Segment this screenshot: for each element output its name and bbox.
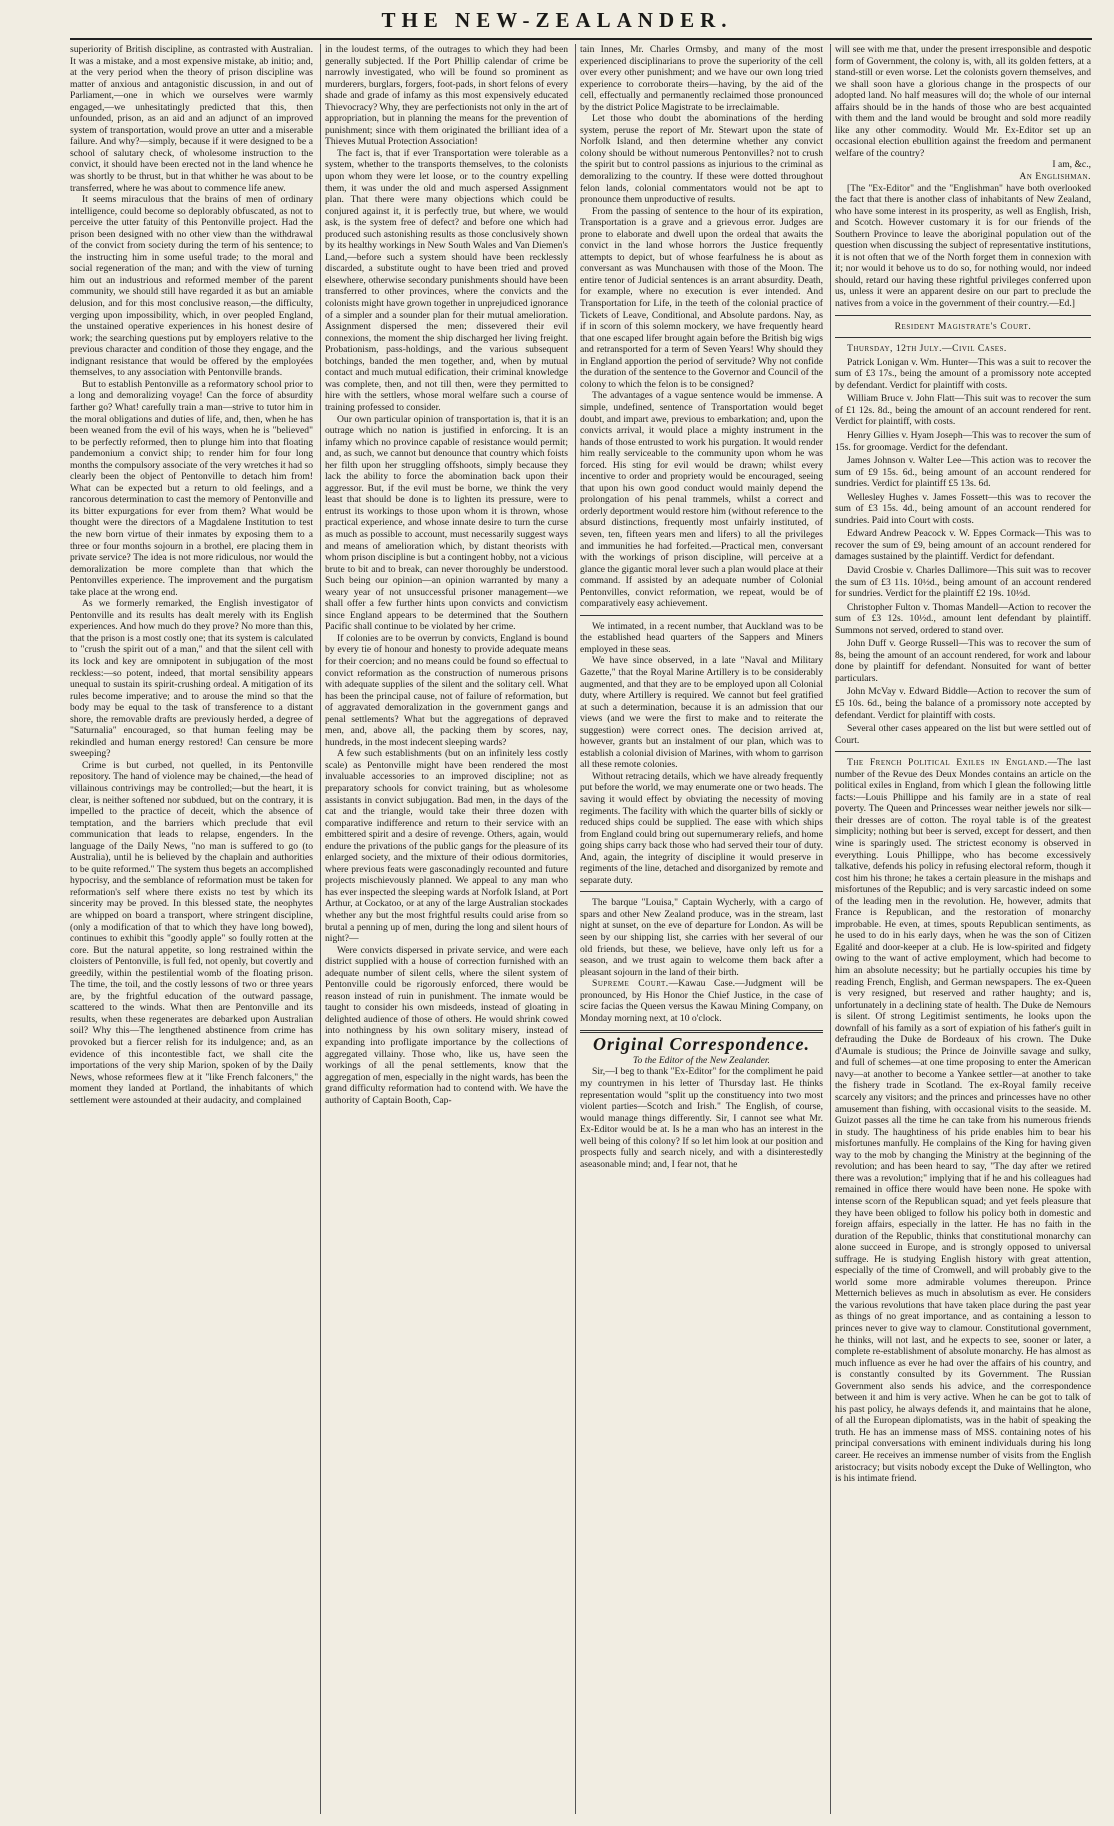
court-case: David Crosbie v. Charles Dallimore—This suit was to recover the sum of £3 11s. 10½d., being amount of an account rendered for sundries. Verdict for the plaintiff £2 19s. 10½d. — [835, 564, 1091, 600]
column-1 — [70, 44, 313, 1814]
court-case: Christopher Fulton v. Thomas Mandell—Action to recover the sum of £3 12s. 10½d., amount lent defendant by plaintiff. Summons not served, ordered to stand over. — [835, 601, 1091, 636]
court-case: Henry Gillies v. Hyam Joseph—This was to recover the sum of 15s. for groomage. Verdict for the defendant. — [835, 429, 1091, 453]
column-divider — [320, 44, 321, 1814]
column-3 — [580, 44, 823, 1814]
court-case: John Duff v. George Russell—This was to recover the sum of 8s, being the amount of an account rendered, for work and labour done by plaintiff for defendant. Nonsuited for want of better particulars. — [835, 638, 1091, 684]
section-heading: Resident Magistrate's Court. — [894, 320, 1032, 332]
article-heading: The French Political Exiles in England. — [847, 757, 1048, 769]
paragraph: We intimated, in a recent number, that Auckland was to be the established head quarters of the Sappers and Miners employed in these seas. — [580, 620, 823, 655]
section-title: Original Correspondence. — [592, 1034, 811, 1055]
court-case: James Johnson v. Walter Lee—This action was to recover the sum of £9 15s. 6d., being amount of an account rendered for sundries. Verdict for plaintiff £5 13s. 6d. — [835, 455, 1091, 490]
paragraph: will see with me that, under the present irresponsible and despotic form of Government, the colony is, with, all its golden fetters, at a stand-still or even worse. Let the colonists govern themselves, and we shall soon have a glorious change in the prospects of our adopted land. No half measures will do; the whole of our internal affairs should be in the hands of those who are best acquainted with them and the land would be brought and sold more readily like any other commodity. Would Mr. Ex-Editor set up an occasional election ebullition against the freedom and permanent welfare of the country? — [835, 44, 1091, 159]
article-text: —The last number of the Revue des Deux Mondes contains an article on the political exiles in England, from which I glean the following little facts:—Louis Phillippe and his family are in a state of real poverty. The Queen and Princesses wear neither jewels nor silk—their dresses are of cotton. The royal table is of the greatest simplicity; nothing but beer is served, except for dessert, and then wine is sparingly used. The strictest economy is observed in everything. Louis Phillippe, who has become excessively talkative, defends his policy in refusing electoral reform, though it cost him his throne; he takes a certain pleasure in the mishaps and misfortunes of the Republic; and is very sarcastic indeed on some of the leading men in the revolution. He, however, admits that France is Republican, and the restoration of monarchy improbable. He even, at times, spouts Republican sentiments, as he used to do in his early days, when he was the son of Citizen Egalité and door-keeper at a club. He is low-spirited and fidgety owing to the want of active employment, which had become to him an absolute necessity; but he partially occupies his time by reading French, English, and German newspapers. The ex-Queen is very resigned, but reserved and rather haughty; and is, unfortunately in a declining state of health. The Duke de Nemours is silent. Of strong Legitimist sentiments, he looks upon the downfall of his family as a sort of expiation of his father's guilt in defrauding the Duke de Bordeaux of his crown. The Duke d'Aumale is studious; the Prince de Joinville savage and sulky, and full of schemes—at one time proposing to enter the American navy—at another to become a Yankee settler—at another to take the fishery trade in Scotland. The ex-Royal family receive scarcely any visitors; and the princes and princesses have no other amusement than fishing, with occasional visits to the seaside. M. Guizot passes all the time he can take from his numerous friends in study. The haughtiness of his pride enables him to bear his misfortunes manfully. He complains of the King for having given way to the mob by changing the Ministry at the beginning of the revolution; and has been heard to say, "The day after we retired there was a revolution;" implying that if he and his colleagues had remained in office there would have been none. He spoke with intense scorn of the Republican squad; and yet feels pleasure that they have been obliged to follow his policy both in domestic and foreign affairs, especially in the latter. He has no faith in the duration of the Republic, thinks that constitutional monarchy can alone succeed in Europe, and is strongly opposed to universal suffrage. He is studying English history with great attention, especially of the time of Cromwell, and will probably give to the world some more admirable volumes thereupon. Prince Metternich believes as much in absolutism as ever. He considers the various revolutions that have taken place during the past year as things of no great importance, and as containing a lesson to princes never to give way to clamour. Constitutional government, he thinks, will not last, and he expects to see, sooner or later, a complete re-establishment of absolute monarchy. He has almost as much influence as ever he had over the affairs of his country, and is constantly consulted by its Government. The Russian Government also sends his advice, and the correspondence between it and him is very active. When he can be got to talk of his past policy, he always defends it, and maintains that he alone, of all the European diplomatists, was in the habit of speaking the truth. He has an immense mass of MSS. containing notes of his principal conversations with eminent individuals during his long career. He receives an immense number of visits from the English aristocracy; but visits nobody except the Duke of Wellington, who is his intimate friend. — [835, 757, 1091, 1485]
court-case: Patrick Lonigan v. Wm. Hunter—This was a suit to recover the sum of £3 17s., being the amount of a promissory note accepted by defendant. Verdict for plaintiff with costs. — [835, 356, 1091, 391]
court-notice: —Kawau Case.—Judgment will be pronounced, by His Honor the Chief Justice, in the case of scire facias the Queen versus the Kawau Mining Company, on Monday morning next, at 10 o'clock. — [580, 978, 823, 1024]
paragraph: The fact is, that if ever Transportation were tolerable as a system, whether to the transports themselves, to the colonists upon whom they were let loose, or to the country expelling them, it was under the old and much aspersed Assignment plan. That there were many objections which could be conjured against it, it is perfectly true, but where, we would ask, is the system free of defect? and before one which had produced such astonishing results as those conclusively shown by its healthy workings in New South Wales and Van Diemen's Land,—before such a system should have been recklessly discarded, a substitute ought to have been tried and proved elsewhere, otherwise secondary punishments should have been transferred to other provinces, where the convicts and the colonists might have grown together in unprejudiced ignorance of a simpler and a sounder plan for their mutual amelioration. Assignment dispersed the men; dissevered their evil connexions, the moment the ship discharged her living freight. Probationism, pass-holdings, and the various subsequent botchings, banded the men together, and, when by mutual contact and much mutual edification, their criminal knowledge was complete, then, and not till then, were they permitted to hire with the settlers, whose moral welfare such a course of training professed to consider. — [325, 147, 568, 413]
paragraph: Crime is but curbed, not quelled, in its Pentonville repository. The hand of violence may be chained,—the head of villainous contrivings may be controlled;—but the heart, it is clear, is neither softened nor subdued, but on the contrary, it is impelled to the practice of deceit, which the absence of temptation, and the barriers which preclude that evil communication that leads to relapse, engenders. In the language of the Daily News, "no man is suffered to go (to Australia), until he is believed by the chaplain and authorities to be quite reformed." The system thus begets an accomplished hypocrisy, and the semblance of reformation must be taken for reformation's self where there exists no test by which its sincerity may be proved. In this blessed state, the neophytes are whipped on board a transport, where stringent discipline, (only a modification of that to which they have long bowed), continues to exhibit this "goodly apple" so foully rotten at the core. But the natural appetite, so long restrained within the cloisters of Pentonville, is full fed, not openly, but covertly and greedily, within the pestilential womb of the floating prison. The time, the toil, and the costly lessons of two or three years are, by the frightful education of the outward passage, scattered to the winds. What then are Pentonville and its results, when these regenerates are debarked upon Australian soil? Why this—The lengthened abstinence from crime has provoked but a fiercer relish for its indulgence; and, as an evidence of this incontestible fact, we shall cite the importations of the very ship Marion, spoken of by the Daily News, whose reformees flew at it "like French falconers," the moment they landed at Portland, the inhabitants of which settlement were astounded at their audacity, and complained — [70, 759, 313, 1106]
paragraph: The barque "Louisa," Captain Wycherly, with a cargo of spars and other New Zealand produce, was in the stream, last night at sunset, on the eve of departure for London. As will be seen by our shipping list, she carries with her several of our old friends, but these, we believe, have only left us for a season, and we trust again to welcome them back after a pleasant sojourn in the land of their birth. — [580, 897, 823, 978]
salutation: To the Editor of the New Zealander. — [633, 1054, 770, 1066]
paragraph — [580, 978, 823, 1024]
court-case: Several other cases appeared on the list but were settled out of Court. — [835, 723, 1091, 746]
paragraph: tain Innes, Mr. Charles Ormsby, and many of the most experienced disciplinarians to prove the superiority of the cell over every other punishment; and we have our own long tried experience to corroborate theirs—having, by the aid of the cell, effectually and permanently reclaimed those pronounced by the district Police Magistrate to be irreclaimable. — [580, 44, 823, 113]
paragraph: As we formerly remarked, the English investigator of Pentonville and its results has dealt merely with its English experiences. And how much do they prove? No more than this, that the prison is a most costly one; that its system is calculated to "crush the spirit out of a man," and that the silent cell with its lock and key are omnipotent in subjugation of the most reckless:—so potent, indeed, that mortal sensibility appears unequal to sustain its spirit-crushing ordeal. A mitigation of its rules become imperative; and to arouse the mind so that the body may be equal to the task of transference to a distant shore, the removable drafts are previously herded, a degree of "Saturnalia" encouraged, so that human feeling may be rekindled and human energy restored! Can censure be more sweeping? — [70, 598, 313, 760]
paragraph: Without retracing details, which we have already frequently put before the world, we may enumerate one or two heads. The saving it would effect by obviating the necessity of moving regiments. The facility with which the quarter bills of sickly or reduced ships could be supplied. The ease with which ships from England could bring out supernumerary reliefs, and home going ships carry back those who had served their tour of duty. And, again, the integrity of discipline it would preserve in regiments of the line, detached and disorganized by remote and separate duty. — [580, 770, 823, 886]
article-separator — [580, 615, 823, 616]
paragraph: From the passing of sentence to the hour of its expiration, Transportation is a grave and a grievous error. Judges are prone to elaborate and dwell upon the ordeal that awaits the convict in the land whose horrors the Justice frequently attempts to depict, but of whose fearfulness he is about as conversant as was Munchausen with those of the Moon. The entire tenor of Judicial sentences is an arrant absurdity. Death, for example, where no execution is ever intended. And Transportation for Life, in the teeth of the colonial practice of Tickets of Leave, Conditional, and Absolute pardons. Nay, as if in scorn of this solemn mockery, we have frequently heard that one escaped lifer brought again before the British big wigs and retransported for a term of Seven Years! Why should they in England apportion the period of servitude? Why not confide the duration of the sentence to the Governor and Council of the colony to which the felon is to be consigned? — [580, 205, 823, 390]
paragraph: We have since observed, in a late "Naval and Military Gazette," that the Royal Marine Artillery is to be considerably augmented, and that they are to be employed upon all Colonial duty, where Artillery is required. We cannot but feel gratified at such a determination, because it is an admission that our views (and we were the first to make and to reiterate the suggestion) were correct ones. The decision arrived at, however, grants but an instalment of our plan, which was to establish a colonial division of Marines, with whom to garrison all these remote colonies. — [580, 655, 823, 771]
paragraph: A few such establishments (but on an infinitely less costly scale) as Pentonville might have been rendered the most invaluable accessories to an improved discipline; not as preparatory schools for convict training, but as wholesome assistants in convict subjugation. Bad men, in the days of the cat and the triangle, would take their three dozen with comparative indifference and return to their service with an embittered spirit and a desire of revenge. Others, again, would endure the privations of the public gangs for the pleasure of its enlarged society, and the mixture of their odious dormitories, where previous feats were gasconadingly recounted and future projects mischievously planned. We appeal to any man who has ever inspected the sleeping wards at Norfolk Island, at Port Arthur, at Cockatoo, or at any of the large Australian stockades whether any but the most frightful results could arise from so brutal a penning up of men, during the long and silent hours of night?— — [325, 748, 568, 945]
signature-name: An Englishman. — [1019, 171, 1091, 183]
court-case: John McVay v. Edward Biddle—Action to recover the sum of £5 10s. 6d., being the balance of a promissory note accepted by defendant. Verdict for plaintiff with costs. — [835, 686, 1091, 721]
court-heading: Supreme Court. — [592, 978, 669, 990]
paragraph: It seems miraculous that the brains of men of ordinary intelligence, could become so deplorably obfuscated, as not to perceive the utter fatuity of this Pentonville project. Had the prison been designed with no other view than the withdrawal of the convict from society during the term of his sentence; to the instructing him in some useful trade; to the moral and social regeneration of the man; and with the view of turning him out an industrious and reformed member of the parent community, we should still have regarded it as but an amiable delusion, and for this most conclusive reason,—the difficulty, verging upon impossibility, which, in over peopled England, the unstained operative experiences in his honest desire of work; the searching questions put by employers relative to the previous character and condition of those they engage, and the indignant resistance that would be offered by the employées themselves, to any association with Pentonville brands. — [70, 194, 313, 379]
paragraph — [835, 757, 1091, 1484]
column-2 — [325, 44, 568, 1814]
article-separator — [835, 315, 1091, 316]
signature-line: I am, &c., — [1052, 159, 1091, 171]
paragraph: The advantages of a vague sentence would be immense. A simple, undefined, sentence of Transportation would beget doubt, and impart awe, previous to embarkation; and, upon the convicts arrival, it would place a mighty instrument in the hands of those entrusted to work his purgation. It would render him really serviceable to the community upon whom he was forced. His sting for evil would be drawn; whilst every incentive to order and propriety would be encouraged, seeing that upon his own good conduct would mainly depend the prolongation of his penal trammels, whilst a correct and orderly deportment would restore him (without reference to the absurd distinctions, frequently most unfairly instituted, of seven, ten, fifteen years men and lifers) to all the privileges and immunities he had forfeited.—Practical men, conversant with the workings of prison discipline, will perceive at a glance the gigantic moral lever such a plan would place at their command. If assisted by an adequate number of Colonial Pentonvilles, convict reformation, we repeat, would be of comparatively easy achievement. — [580, 390, 823, 610]
paragraph: Sir,—I beg to thank "Ex-Editor" for the compliment he paid my countrymen in his letter of Thursday last. He thinks representation would "split up the constituency into two most violent parties—Scotch and Irish." The English, of course, would manage things differently. Sir, I cannot see what Mr. Ex-Editor would be at. Is he a man who has an interest in the well being of this colony? If so let him look at our position and prospects fully and search nicely, and with a disinterestedly aseasonable mind; and, I fear not, that he — [580, 1066, 823, 1170]
court-case: Edward Andrew Peacock v. W. Eppes Cormack—This was to recover the sum of £9, being amount of an account rendered for damages sustained by the plaintiff. Verdict for defendant. — [835, 528, 1091, 563]
paragraph: Were convicts dispersed in private service, and were each district supplied with a house of correction furnished with an adequate number of silent cells, where the silent system of Pentonville could be rigorously enforced, there would be reason instead of ruin in punishment. The inmate would be taught to consider his own misdeeds, instead of gloating in delighted audience of those of others. He would shrink cowed into nothingness by his own solitary misery, instead of expanding into profligate importance by the collections of aggregated villainy. Those who, like us, have seen the workings of all the penal settlements, know that the aggregation of men, especially in the night wards, has been the grand difficulty reformation had to contend with. We have the authority of Captain Booth, Cap- — [325, 944, 568, 1106]
paragraph: in the loudest terms, of the outrages to which they had been generally subjected. If the Port Phillip calendar of crime be narrowly investigated, who will be found so prominent as murderers, burglars, forgers, foot-pads, in short felons of every shade and grade of infamy as this most expensively educated Thievocracy? Why, they are perfectionists not only in the art of appropriation, but in planning the means for the prevention of punishment; since with them originated the brilliant idea of a Thieves Mutual Protection Association! — [325, 44, 568, 148]
article-separator — [835, 751, 1091, 752]
editor-note: [The "Ex-Editor" and the "Englishman" have both overlooked the fact that there is another class of inhabitants of New Zealand, who have some interest in its prosperity, as well as English, Irish, and Scotch. However customary it is for our friends of the Southern Province to leave the aboriginal population out of the question when discussing the subject of representative institutions, it is not often that we of the North forget them in connexion with it; nor would it behove us to do so, for nothing would, nor indeed should, retard our having these rightful privileges conferred upon us, unless it were an apparent desire on our part to preclude the natives from a voice in the government of their country.—Ed.] — [835, 182, 1091, 310]
masthead-rule — [70, 38, 1092, 40]
paragraph: If colonies are to be overrun by convicts, England is bound by every tie of honour and honesty to provide adequate means for their coercion; and no means could be found so effectual to convict reformation as the construction of numerous prisons with adequate supplies of the silent and the solitary cell. What has been the principal cause, not of failure of reformation, but of aggravated demoralization in the government gangs and penal settlements? What but the aggregations of depraved men, and, above all, the packing them by scores, nay, hundreds, in the most indecent sleeping wards? — [325, 632, 568, 748]
paragraph: superiority of British discipline, as contrasted with Australian. It was a mistake, and a most expensive mistake, ab initio; and, at the very period when the theory of prison discipline was matter of anxious and antagonistic discussion, in and out of Parliament,—one in which we ourselves were warmly engaged,—we unhesitatingly predicted that this, then unfounded, prison, as an aid and an adjunct of an improved system of transportation, would prove an utter and a miserable failure. And why?—simply, because if it were designed to be a school of salutary check, of wholesome instruction to the convict, it should have been erected not in the land whence he was shortly to be thrust, but in that whither he was about to be transferred, where he was about to commence life anew. — [70, 44, 313, 194]
article-separator — [835, 337, 1091, 338]
court-case: Wellesley Hughes v. James Fossett—this was to recover the sum of £3 15s. 4d., being amount of an account rendered for sundries. Paid into Court with costs. — [835, 491, 1091, 526]
court-date: Thursday, 12th July.—Civil Cases. — [847, 343, 1007, 355]
court-case: William Bruce v. John Flatt—This suit was to recover the sum of £1 12s. 8d., being the amount of an account rendered for rent. Verdict for plaintiff, with costs. — [835, 393, 1091, 428]
section-separator — [580, 1030, 823, 1033]
column-divider — [575, 44, 576, 1814]
paragraph: Let those who doubt the abominations of the herding system, peruse the report of Mr. Stewart upon the state of Norfolk Island, and then determine whether any convict colony should be without numerous Pentonvilles? not to crush the spirit but to control passions as injurious to the criminal as demoralizing to the country. If these were dotted throughout felon lands, colonial commentators would not be apt to pronounce them unproductive of results. — [580, 113, 823, 206]
column-divider — [830, 44, 831, 1814]
article-separator — [580, 891, 823, 892]
column-4 — [835, 44, 1091, 1814]
paragraph: Our own particular opinion of transportation is, that it is an outrage which no nation is justified in enforcing. It is an infamy which no province capable of resistance would permit; and, as such, we cannot but denounce that country which foists her filth upon her struggling offshoots, simply because they lack the ability to force the abomination back upon their aggressor. But, if the evil must be borne, we think the very least that should be done is to lighten its pressure, were to entrust its workings to those upon whom it is thrown, whose practical experience, and whose innate desire to turn the curse as much as possible to account, must necessarily suggest ways and means of amelioration which, by distant theorists with whom prison discipline is but a contingent hobby, not a vicious brute to bit and to break, can never thoroughly be understood. Such being our opinion—an opinion warranted by many a weary year of not unsuccessful prisoner management—we shall offer a few further hints upon convicts and convictism since England appears to be determined that the Southern Pacific shall continue to be violated by her crime. — [325, 413, 568, 633]
paragraph: But to establish Pentonville as a reformatory school prior to a long and demoralizing voyage! Can the force of absurdity farther go? What! carefully train a man—strive to tutor him in the moral obligations and duties of life, and, then, when he has been weaned from the evil of his ways, when he is "believed" to be perfectly reformed, then to plunge him into that floating pandemonium a convict ship; to render him for four long months the compulsory associate of the very wretches it had so clearly been the object of Pentonville to detach him from! What can be expected but a return to old feelings, and a rancorous determination to cast the memory of Pentonville and its bitter expurgations for ever from them? What would be thought were the directors of a Magdalene Institution to test the new born virtue of their inmates by exposing them to a three or four months sojourn in a brothel, ere placing them in private service? The idea is not more ridiculous, nor would the demoralization be more complete than that which the Pentonvilles experience. The improvement and the purgatism take place at the wrong end. — [70, 378, 313, 598]
masthead: THE NEW-ZEALANDER. — [381, 8, 733, 32]
